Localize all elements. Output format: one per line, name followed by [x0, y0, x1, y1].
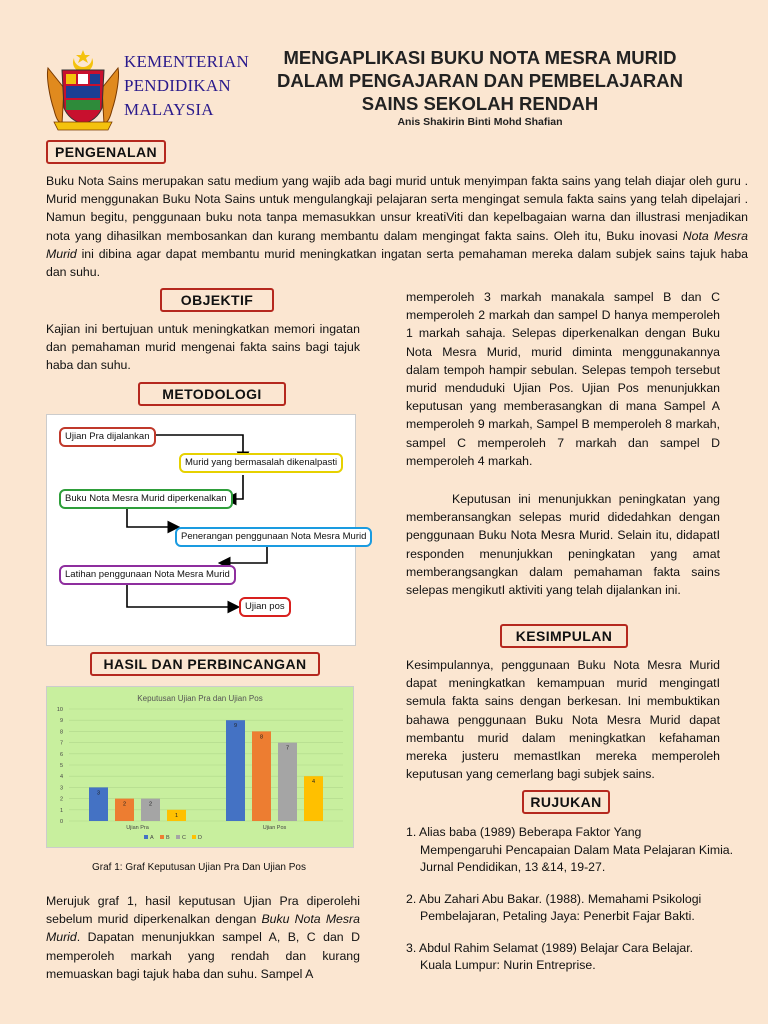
ministry-name-line-2: PENDIDIKAN	[124, 76, 231, 95]
y-tick-label: 4	[59, 774, 63, 781]
reference-item	[406, 891, 746, 926]
ministry-name-line-1: KEMENTERIAN	[124, 52, 249, 71]
pengenalan-text-italic: Nota Mesra Murid	[46, 228, 748, 261]
legend-swatch	[192, 835, 196, 839]
x-tick-label: Ujian Pra	[126, 825, 149, 831]
data-label: 9	[233, 723, 238, 730]
method-step-1: Ujian Pra dijalankan	[59, 427, 156, 447]
ministry-name-line-3: MALAYSIA	[124, 100, 214, 119]
method-step-4: Penerangan penggunaan Nota Mesra Murid	[175, 527, 372, 547]
poster-title-line-1: MENGAPLIKASI BUKU NOTA MESRA MURID	[283, 47, 677, 68]
poster-title-line-2: DALAM PENGAJARAN DAN PEMBELAJARAN	[277, 70, 683, 91]
hasil-left-text-2: . Dapatan menunjukkan sampel A, B, C dan D memperoleh markah yang rendah dan kurang memuaskan bagi tajuk haba dan suhu. Sampel A	[46, 930, 360, 981]
data-label: 2	[148, 801, 153, 808]
chart-title: Keputusan Ujian Pra dan Ujian Pos	[137, 694, 263, 703]
data-label: 3	[96, 790, 101, 797]
legend-label: D	[198, 835, 202, 841]
y-tick-label: 3	[59, 785, 63, 792]
bar-B-ujian-pos	[252, 731, 271, 821]
x-tick-label: Ujian Pos	[262, 825, 287, 831]
method-step-2: Murid yang bermasalah dikenalpasti	[179, 453, 343, 473]
pengenalan-text-2: ini dibina agar dapat membantu murid meningkatkan ingatan serta pemahaman mereka dalam subjek sains tajuk haba dan suhu.	[46, 246, 748, 280]
hasil-left-paragraph	[46, 892, 360, 983]
y-tick-label: 1	[59, 807, 63, 814]
y-tick-label: 8	[59, 729, 63, 736]
bar-C-ujian-pos	[278, 743, 297, 821]
y-tick-label: 6	[59, 751, 63, 758]
hasil-left-italic: Buku Nota Mesra Murid	[46, 912, 360, 945]
reference-item	[406, 940, 746, 975]
section-header-pengenalan: PENGENALAN	[46, 140, 166, 164]
author-name: Anis Shakirin Binti Mohd Shafian	[397, 116, 563, 128]
pengenalan-text-1: Buku Nota Sains merupakan satu medium yang wajib ada bagi murid untuk menyimpan fakta sains yang telah diajar oleh guru . Murid menggunakan Buku Nota Sains untuk mengulangkaji pelajaran serta mengingat semula fakta sains yang telah dipelajari . Namun begitu, penggunaan buku nota tanpa memasukkan unsur kreatiViti dan kepelbagaian warna dan illustrasi menjadikan nota yang dihasilkan membosankan dan kurang membantu dalam mengingat fakta sains. Oleh itu, Buku inovasi	[46, 174, 748, 243]
reference-item	[406, 824, 746, 877]
legend-swatch	[144, 835, 148, 839]
reference-line: 1. Alias baba (1989) Beberapa Faktor Yang	[406, 825, 642, 839]
data-label: 1	[174, 812, 179, 819]
legend-label: A	[150, 835, 154, 841]
section-header-metodologi: METODOLOGI	[138, 382, 286, 406]
legend-swatch	[160, 835, 164, 839]
y-tick-label: 5	[59, 763, 63, 769]
section-header-hasil: HASIL DAN PERBINCANGAN	[90, 652, 320, 676]
legend-swatch	[176, 835, 180, 839]
results-bar-chart	[46, 686, 354, 848]
data-label: 8	[259, 734, 264, 741]
ministry-crest-logo	[44, 48, 122, 132]
pengenalan-paragraph	[46, 172, 748, 281]
data-label: 4	[311, 779, 316, 786]
bar-A-ujian-pos	[226, 720, 245, 821]
y-tick-label: 2	[59, 796, 63, 803]
flow-arrow-4	[221, 547, 267, 563]
references-list	[406, 824, 746, 989]
section-header-objektif: OBJEKTIF	[160, 288, 274, 312]
poster-title-line-3: SAINS SEKOLAH RENDAH	[361, 93, 599, 114]
hasil-left-text-1: Merujuk graf 1, hasil keputusan Ujian Pra diperolehi sebelum murid diperkenalkan dengan	[46, 894, 360, 927]
method-step-3: Buku Nota Mesra Murid diperkenalkan	[59, 489, 233, 509]
legend-label: B	[166, 835, 170, 841]
methodology-flowchart	[46, 414, 367, 646]
y-tick-label: 0	[59, 819, 63, 825]
y-tick-label: 9	[59, 718, 63, 725]
reference-line: 3. Abdul Rahim Selamat (1989) Belajar Cara Belajar.	[406, 940, 694, 955]
y-tick-label: 7	[59, 740, 63, 747]
objektif-paragraph: Kajian ini bertujuan untuk meningkatkan memori ingatan dan pemahaman murid mengenai fakta sains bagi tajuk haba dan suhu.	[46, 322, 360, 373]
reference-rest: Kuala Lumpur: Nurin Entreprise.	[420, 958, 596, 972]
method-step-5: Latihan penggunaan Nota Mesra Murid	[59, 565, 236, 585]
y-tick-label: 10	[56, 707, 63, 713]
reference-line: 2. Abu Zahari Abu Bakar. (1988). Memahami Psikologi	[406, 891, 702, 906]
method-step-6: Ujian pos	[239, 597, 291, 617]
reference-rest: Mempengaruhi Pencapaian Dalam Mata Pelajaran Kimia. Jurnal Pendidikan, 13 &14, 19-27.	[420, 842, 734, 874]
legend-label: C	[182, 835, 186, 841]
chart-caption: Graf 1: Graf Keputusan Ujian Pra Dan Ujian Pos	[92, 862, 306, 873]
flow-arrow-5	[127, 585, 237, 607]
section-header-kesimpulan: KESIMPULAN	[500, 624, 628, 648]
section-header-rujukan: RUJUKAN	[522, 790, 610, 814]
hasil-right-paragraph-1: memperoleh 3 markah manakala sampel B dan C memperoleh 2 markah dan sampel D hanya memperoleh 1 markah sahaja. Selepas diperkenalkan dengan Buku Nota Mesra Murid, murid diminta menggunakannya dalam tempoh hampir sebulan. Selepas tempoh tersebut murid menduduki Ujian Pos. Ujian Pos menunjukkan keputusan yang memberasangkan di mana Sampel A memperoleh 9 markah, Sampel B memperoleh 8 markah, sampel C memperoleh 7 markah dan sampel D memperoleh 4 markah.	[406, 290, 720, 468]
data-label: 7	[285, 745, 290, 752]
flow-arrow-3	[127, 507, 177, 527]
hasil-right-paragraph-2: Keputusan ini menunjukkan peningkatan yang memberansangkan selepas murid didedahkan dengan penggunaan Buku Nota Mesra Murid. Selain itu, didapatI responden menunjukkan peningkatan yang amat memberangsangkan dalam pemahaman fakta sains selepas mengikutI aktiviti yang telah dijalankan ini.	[406, 492, 720, 598]
kesimpulan-paragraph: Kesimpulannya, penggunaan Buku Nota Mesra Murid dapat meningkatkan kemampuan murid mengingatI semula fakta sains dengan berkesan. Ini membuktikan bahawa penggunaan Buku Nota Mesra Murid dapat membantu murid dalam meningkatkan kefahaman mereka justeru memastIkan mereka memperoleh keputusan yang cemerlang bagi subjek sains.	[406, 658, 720, 782]
reference-rest: Pembelajaran, Petaling Jaya: Penerbit Fajar Bakti.	[420, 909, 695, 923]
chart-svg	[47, 687, 353, 847]
data-label: 2	[122, 801, 127, 808]
